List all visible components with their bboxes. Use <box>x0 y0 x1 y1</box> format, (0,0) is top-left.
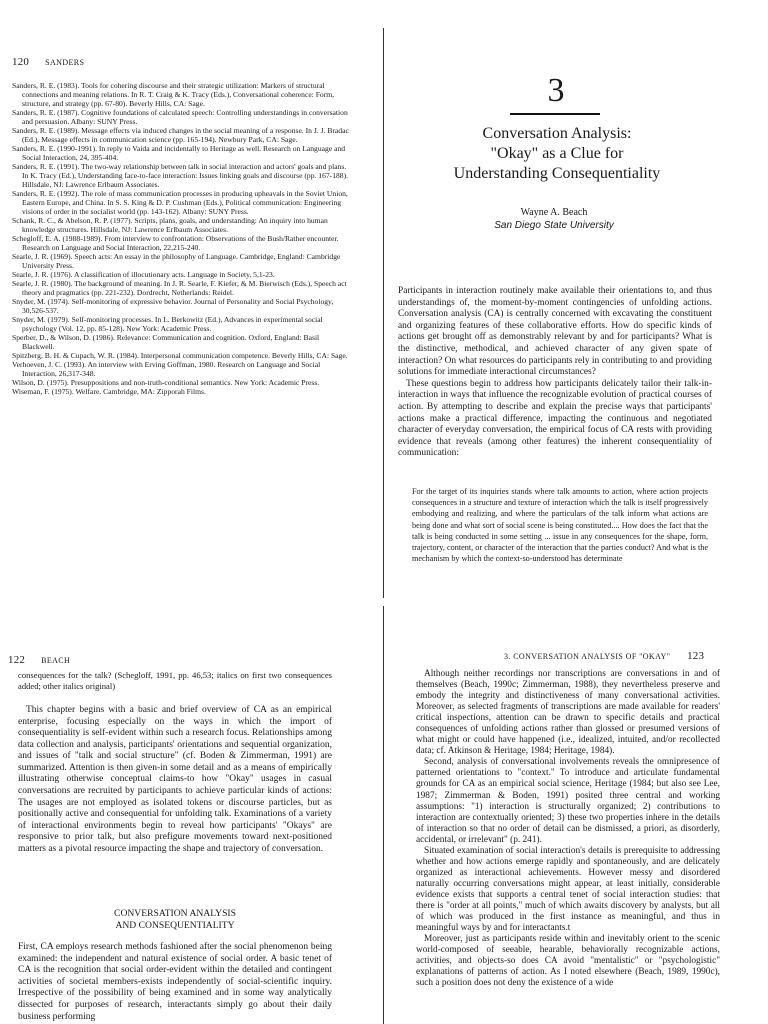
paragraph: Second, analysis of conversational involvements reveals the omnipresence of patterned orientations to "context." To introduce and articulate fundamental grounds for CA as an empirical social science, Heritage (1984; but also see Lee, 1987; Zimmerman & Boden, 1991) posited three central and working assumptions: "1) interaction is structurally organized; 2) contributions to interaction are contextually oriented; 3) these two properties inhere in the details of interaction so that no order of detail can be dismissed, a priori, as disorderly, accidental, or irrelevant" (p. 241). <box>416 757 720 845</box>
running-head-chapter: 3. CONVERSATION ANALYSIS OF "OKAY" <box>504 652 671 661</box>
paragraph: Situated examination of social interaction's details is prerequisite to addressing whether and how actions emerge rapidly and spontaneously, and are delicately organized as interactional achievements. However messy and disordered naturally occurring conversations might appear, at least initially, considerable evidence exists that supports a central tenet of social interaction studies: that there is "order at all points," much of which awaits discovery by analysts, but all of which was produced in the first instance as meaningful, and thus in meaningful ways by and for interactants.t <box>416 845 720 934</box>
section-heading-line: AND CONSEQUENTIALITY <box>115 919 235 931</box>
page-120 <box>0 0 384 512</box>
reference-entry: Verhoeven, J. C. (1993). An interview with Erving Goffman, 1980. Research on Language and Social Interaction, 26,317-348. <box>12 359 321 378</box>
author-affiliation: San Diego State University <box>494 220 614 231</box>
chapter-title <box>392 124 722 184</box>
paragraph: This chapter begins with a basic and brief overview of CA as an empirical enterprise, focusing especially on the ways in which the import of consequentiality is self-evident within such a research focus. Relationships among data collection and analysis, participants' orientations and sequential organization, and issues of "talk and social structure" (cf. Boden & Zimmerman, 1991) are summarized. Attention is then given-in some detail and as a means of empirically illustrating otherwise conceptual claims-to how "Okay" usages in casual conversations are recruited by participants to achieve particular kinds of actions: The usages are not employed as isolated tokens or discourse particles, but as positionally active and consequential for unfolding talk. Examinations of a variety of interactional environments begin to reveal how participants' "Okays" are responsive to prior talk, but also prefigure movements toward next-positioned matters as a pivotal resource impacting the shape and trajectory of conversation. <box>18 705 332 854</box>
chapter-title-line: Conversation Analysis: <box>482 125 632 142</box>
block-quote: For the target of its inquiries stands where talk amounts to action, where action projects consequences in a structure and texture of interaction which the talk is itself progressively embodying and realizing, and where the particulars of the talk inform what actions are being done and what sort of social scene is being constituted.... How does the fact that the talk is being conducted in some setting ... issue in any consequences for the shape, form, trajectory, content, or character of the interaction that the parties conduct? And what is the mechanism by which the context-so-understood has determinate <box>412 487 708 564</box>
paragraph: These questions begin to address how participants delicately tailor their talk-in-interaction in ways that influence the recognizable evolution of practical courses of action. By attempting to describe and explain the precise ways that participants' actions make a practical difference, impacting the continuous and negotiated character of everyday conversation, the empirical focus of CA rests with providing evidence that reveals (among other features) the inherent consequentiality of communication: <box>398 378 712 459</box>
running-head-122-text <box>8 654 70 666</box>
reference-entry: Sperber, D., & Wilson, D. (1986). Relevance: Communication and cognition. Oxford, England: Basil Blackwell. <box>12 332 320 351</box>
reference-entry: Sanders, R. E. (1991). The two-way relationship between talk in social interaction and actors' goals and plans. In K. Tracy (Ed.), Understanding face-to-face interaction: Issues linking goals and discourse (pp. 167-188). Hillsdale, NJ: Lawrence Erlbaum Associates. <box>12 161 349 189</box>
reference-entry: Wilson, D. (1975). Presuppositions and non-truth-conditional semantics. New York: Academic Press. <box>12 377 320 387</box>
page-123-body <box>416 669 720 989</box>
paragraph: First, CA employs research methods fashioned after the social phenomenon being examined: the independent and natural existence of social order. A basic tenet of CA is the recognition that social order-evident within the detailed and contingent activities of societal members-exists independently of social-scientific inquiry. Irrespective of the possibility of being examined and in some way analytically dissected for purposes of research, interactants simply go about their daily business performing <box>18 942 332 1022</box>
reference-entry: Sanders, R. E. (1983). Tools for cohering discourse and their strategic utilization: Markers of structural connections and meaning relations. In R. T. Craig & K. Tracy (Eds.), Conversational coherence: Form, structure, and strategy (pp. 67-80). Beverly Hills, CA: Sage. <box>12 81 335 108</box>
running-head-120 <box>12 56 84 68</box>
author-name: Wayne A. Beach <box>520 207 588 218</box>
reference-list <box>12 82 352 397</box>
reference-entry: Sanders, R. E. (1987). Cognitive foundations of calculated speech: Controlling understandings in conversation and persuasion. Albany: SUNY Press. <box>12 107 348 126</box>
page-122-body <box>18 670 332 869</box>
section-heading <box>18 908 332 931</box>
reference-entry: Spitzberg, B. H. & Cupach, W. R. (1984). Interpersonal communication competence. Beverly Hills, CA: Sage. <box>12 350 348 360</box>
running-head-123 <box>504 650 704 662</box>
page-number-123: 123 <box>687 650 705 662</box>
reference-entry: Sanders, R. E. (1992). The role of mass communication processes in producing upheavals in the Soviet Union, Eastern Europe, and China. In S. S. King & D. P. Cushman (Eds.), Political communication: Engineering visions of order in the socialist world (pp. 143-162). Albany: SUNY Press. <box>12 188 348 216</box>
reference-entry: Sanders, R. E. (1989). Message effects via induced changes in the social meaning of a response. In J. J. Bradac (Ed.), Message effects in communication science (pp. 165-194). Newbury Park, CA: Sage. <box>12 125 349 144</box>
chapter-number: 3 <box>547 72 565 109</box>
page-122 <box>0 512 384 1024</box>
reference-entry: Wiseman, F. (1975). Welfare. Cambridge, MA: Zipporah Films. <box>12 387 206 396</box>
paragraph: Participants in interaction routinely make available their orientations to, and thus understandings of, the moment-by-moment contingencies of unfolding actions. Conversation analysis (CA) is centrally concerned with excavating the constituent and organizing features of these collaborative efforts. How do specific kinds of actions get brought off as demonstrably relevant by and for participants? What is the distinctive, methodical, and achieved character of any given spate of interaction? On what resources do participants rely in contributing to and providing solutions for immediate interactional circumstances? <box>398 286 712 378</box>
reference-entry: Searle, J. R. (1969). Speech acts: An essay in the philosophy of Language. Cambridge, England: Cambridge University Press. <box>12 251 341 270</box>
page-number-122: 122 <box>8 654 26 666</box>
paragraph: Although neither recordings nor transcriptions are conversations in and of themselves (Beach, 1990c; Zimmerman, 1988), they nevertheless preserve and embody the integrity and distinctiveness of many conversational activities. Moreover, as selected fragments of transcriptions are made available for readers' critical inspections, attention can be drawn to specific details and practical consequences of unfolding actions rather than glossed or presumed versions of what might or could have happened (i.e., idealized, intuited, and/or recollected data; cf. Atkinson & Heritage, 1984; Heritage, 1984). <box>416 669 720 757</box>
page-number-120: 120 <box>12 56 30 68</box>
reference-entry: Schank, R. C., & Abelson, R. P. (1977). Scripts, plans, goals, and understanding: An inquiry into human knowledge structures. Hillsdale, NJ: Lawrence Erlbaum Associates. <box>12 215 328 234</box>
chapter-title-line: "Okay" as a Clue for <box>490 145 624 162</box>
quote-continuation: consequences for the talk? (Schegloff, 1991, pp. 46,53; italics on first two consequences added; other italics original) <box>18 670 332 691</box>
reference-entry: Sanders, R. E. (1990-1991). In reply to Vaida and incidentally to Heritage as well. Research on Language and Social Interaction, 24, 395-404. <box>12 143 346 162</box>
chapter-rule <box>510 113 600 115</box>
reference-entry: Snyder, M. (1979). Self-monitoring processes. In L. Berkowitz (Ed.), Advances in experimental social psychology (Vol. 12, pp. 85-128). New York: Academic Press. <box>12 314 323 333</box>
page-123 <box>384 512 768 1024</box>
running-head-author: SANDERS <box>45 58 85 67</box>
page-121 <box>384 0 768 564</box>
reference-entry: Searle, J. R. (1980). The background of meaning. In J. R. Searle, F. Kiefer, & M. Bierwisch (Eds.), Speech act theory and pragmatics (pp. 221-232). Dordrecht, Netherlands: Reidel. <box>12 278 347 297</box>
reference-entry: Searle, J. R. (1976). A classification of illocutionary acts. Language in Society, 5,1-23. <box>12 269 275 279</box>
running-head-author: BEACH <box>41 656 71 665</box>
paragraph: Moreover, just as participants reside within and inevitably orient to the scenic world-composed of seeable, hearable, behaviorally recognizable actions, activities, and objects-so does CA avoid "mentalistic" or "psychologistic" explanations of patterns of action. As I noted elsewhere (Beach, 1989, 1990c), such a position does not deny the existence of a wide <box>416 934 720 989</box>
reference-entry: Snyder, M. (1974). Self-monitoring of expressive behavior. Journal of Personality and Social Psychology, 30,526-537. <box>12 296 334 315</box>
reference-entry: Schegloff, E. A. (1988-1989). From interview to confrontation: Observations of the Bush/Rather encounter. Research on Language and Social Interaction, 22,215-240. <box>12 233 339 252</box>
section-heading-line: CONVERSATION ANALYSIS <box>114 908 236 919</box>
chapter-intro <box>398 286 712 460</box>
chapter-title-line: Understanding Consequentiality <box>453 165 661 182</box>
